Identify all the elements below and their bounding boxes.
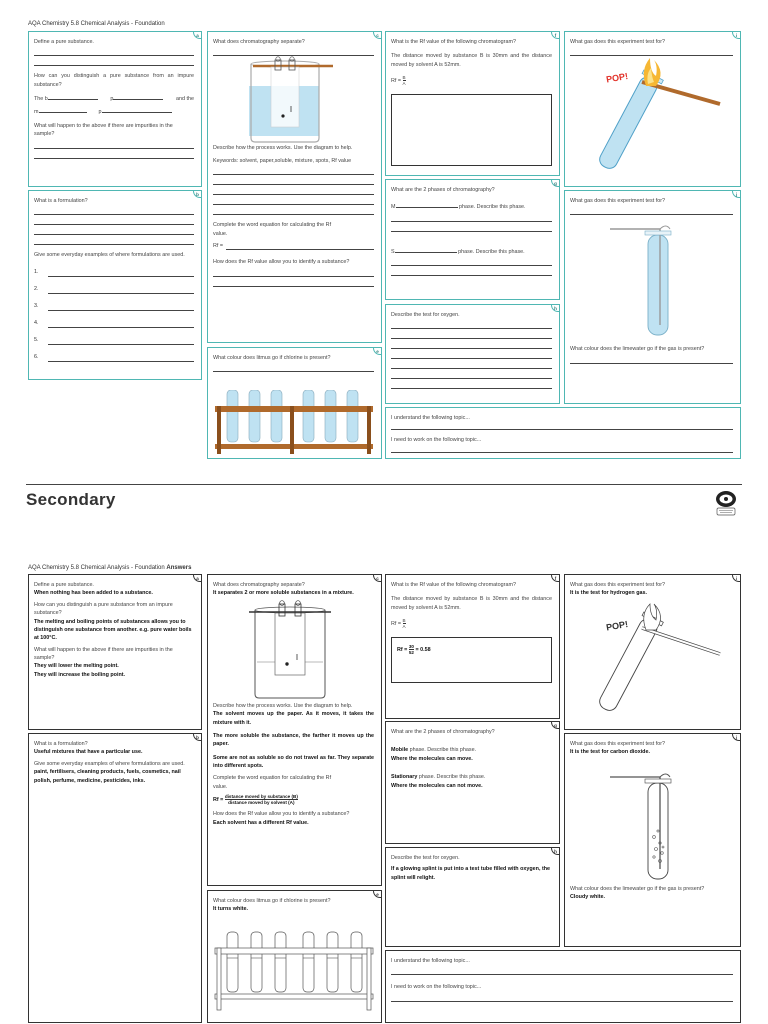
fill-blank-row: The b p and the [34,96,194,103]
divider [26,484,742,485]
question: Complete the word equation for calculating the Rf value. [213,775,332,790]
answer-line[interactable] [34,46,194,56]
working-box: Rf = $\frac{30}{52} = 0.58$ [391,637,552,683]
question-text: The distance moved by substance B is 30mm and the distance moved by solvent A is 52mm. [391,53,552,68]
numbered-line[interactable]: 5. [34,328,194,345]
question: How can you distinguish a pure substance from an impure substance? [34,73,194,88]
question: What is the Rf value of the following chromatogram? [391,582,516,588]
answer: Where the molecules can move. [391,755,473,762]
answer: Each solvent has a different Rf value. [213,819,309,826]
question: What colour does litmus go if chlorine is present? [213,355,331,361]
question: What will happen to the above if there are impurities in the sample? [34,122,173,138]
fill-blank-row: m p [34,108,194,116]
rf-word-equation: Rf = $\frac{\text{distance moved by substance (B)}}{\text{distance moved by solvent (A)}}$ [213,794,298,806]
answer-line[interactable] [570,354,733,364]
box-letter: h [551,847,560,855]
top-box-g [385,179,560,300]
box-letter: j [732,190,741,198]
bottom-box-g [385,721,560,844]
question: What are the 2 phases of chromatography? [391,187,495,193]
answer: The more soluble the substance, the farther it moves up the paper. [213,732,374,748]
question: What colour does the limewater go if the gas is present? [570,346,705,353]
answer-line[interactable] [570,205,733,215]
rf-equation-line[interactable]: Rf = [213,242,374,250]
answer-line[interactable] [34,139,194,149]
rf-formula: Rf = $\frac{B}{A}$ [391,75,406,87]
answer: It turns white. [213,906,249,913]
answer-line[interactable] [391,445,733,453]
question: What gas does this experiment test for? [570,582,665,588]
bottom-box-j [564,733,741,947]
bottom-box-c [207,574,382,886]
box-letter: b [193,733,202,741]
review-understand: I understand the following topic... [391,415,470,421]
answer: Some are not as soluble so do not travel as far. They separate into different spots. [213,754,374,769]
answer: paint, fertilisers, cleaning products, fuels, cosmetics, nail polish, perfume, medicine, pesticides, inks. [34,769,181,784]
question: What will happen to the above if there are impurities in the sample? [34,646,173,661]
question: What colour does litmus go if chlorine is present? [213,898,331,904]
limewater-test-illustration [570,215,735,345]
answer-line[interactable] [391,992,733,1002]
question: What colour does the limewater go if the gas is present? [570,885,705,892]
answer-line[interactable] [391,349,552,359]
box-letter: c [373,31,382,39]
question: What does chromatography separate? [213,39,305,45]
mobile-phase-prompt: M phase. Describe this phase. [391,204,526,211]
answer: They will increase the boiling point. [34,671,126,678]
question: Describe how the process works. Use the diagram to help. [213,702,353,709]
top-box-b [28,190,202,380]
top-box-j [564,190,741,404]
answer-line[interactable] [391,256,552,266]
box-letter: e [373,347,382,355]
answer-line[interactable] [34,215,194,225]
answer-line[interactable] [213,205,374,215]
box-letter: f [551,31,560,39]
question: How does the Rf value allow you to identify a substance? [213,811,350,818]
answer-line[interactable] [391,369,552,379]
box-letter: h [551,304,560,312]
bottom-review-box [385,950,741,1023]
answer: The melting and boiling points of substances allows you to distinguish one substance from another. e.g. pure water boils at 100°C. [34,618,192,642]
top-box-h [385,304,560,404]
answer-line[interactable] [34,56,194,66]
question: What gas does this experiment test for? [570,39,665,45]
bottom-box-e [207,890,382,1023]
box-letter: a [193,574,202,582]
answer: Useful mixtures that have a particular use. [34,749,143,756]
hydrogen-pop-test-outline [570,598,735,724]
box-letter: j [732,733,741,741]
chromatography-beaker-illustration [213,56,373,144]
box-letter: i [732,31,741,39]
stationary-phase-prompt: Stationary phase. Describe this phase. [391,774,486,781]
answer-line[interactable] [391,422,733,430]
question: Give some everyday examples of where formulations are used. [34,252,185,259]
box-letter: e [373,890,382,898]
answer: It is the test for carbon dioxide. [570,749,650,756]
answer: It is the test for hydrogen gas. [570,590,647,597]
answer-line[interactable] [391,222,552,232]
question: How does the Rf value allow you to identify a substance? [213,259,350,266]
question: Describe how the process works. Use the diagram to help. [213,145,353,152]
blank[interactable] [48,95,98,100]
top-header: AQA Chemistry 5.8 Chemical Analysis - Foundation [28,21,165,27]
question: Describe the test for oxygen. [391,312,460,318]
top-review-box [385,407,741,459]
answer-line[interactable] [34,205,194,215]
blank[interactable] [395,248,457,253]
keywords: Keywords: solvent, paper,soluble, mixture, spots, Rf value [213,157,352,164]
review-understand: I understand the following topic... [391,958,470,964]
answer-line[interactable] [391,379,552,389]
answer: If a glowing splint is put into a test tube filled with oxygen, the splint will relight. [391,866,551,881]
question: What are the 2 phases of chromatography? [391,729,495,735]
box-letter: f [551,574,560,582]
rf-formula: Rf = $\frac{B}{A}$ [391,618,406,630]
top-box-i [564,31,741,187]
section-title: Secondary [26,490,116,509]
hydrogen-pop-test-illustration [570,56,735,184]
answer-line[interactable] [213,362,374,372]
answer-line[interactable] [34,235,194,245]
answer: It separates 2 or more soluble substances in a mixture. [213,590,354,597]
limewater-test-outline [570,757,735,885]
bottom-header: AQA Chemistry 5.8 Chemical Analysis - Foundation Answers [28,565,192,571]
question-text: The distance moved by substance B is 30mm and the distance moved by solvent A is 52mm. [391,596,552,611]
answer-line[interactable] [34,225,194,235]
numbered-line[interactable]: 2. [34,277,194,294]
top-box-a [28,31,202,187]
top-box-c [207,31,382,343]
answer-line[interactable] [391,339,552,349]
brand-logo-icon [714,489,738,517]
numbered-line[interactable]: 4. [34,311,194,328]
blank[interactable] [39,108,87,113]
answer-line[interactable] [391,359,552,369]
review-work-on: I need to work on the following topic... [391,437,482,444]
bottom-box-f [385,574,560,719]
pop-label: POP! [605,618,629,633]
test-tube-rack-outline [213,928,375,1016]
chromatography-beaker-outline [213,598,373,702]
blank[interactable] [102,108,172,113]
question: Define a pure substance. [34,39,94,45]
box-letter: b [193,190,202,198]
answer-line[interactable] [213,267,374,277]
answer-line[interactable] [391,329,552,339]
answer-line[interactable] [391,212,552,222]
working-box[interactable] [391,94,552,166]
question: What gas does this experiment test for? [570,741,665,747]
question: Define a pure substance. [34,582,94,588]
pop-label: POP! [605,71,629,85]
answer: The solvent moves up the paper. As it moves, it takes the mixture with it. [213,711,374,726]
answer-line[interactable] [213,46,374,56]
review-work-on: I need to work on the following topic... [391,984,482,991]
top-box-f [385,31,560,176]
box-letter: i [732,574,741,582]
question: How can you distinguish a pure substance from an impure substance? [34,601,173,617]
question: What gas does this experiment test for? [570,198,665,204]
blank[interactable] [396,203,458,208]
answer-line[interactable] [213,185,374,195]
question: What is a formulation? [34,741,88,747]
bottom-box-i [564,574,741,730]
answer-line[interactable] [391,965,733,975]
question: What is the Rf value of the following chromatogram? [391,39,516,45]
top-box-e [207,347,382,459]
question: Complete the word equation for calculating the Rf value. [213,222,332,237]
box-letter: a [193,31,202,39]
question: Describe the test for oxygen. [391,855,460,861]
answer-line[interactable] [391,319,552,329]
box-letter: g [551,721,560,729]
answer-line[interactable] [391,266,552,276]
bottom-box-h [385,847,560,947]
answer-line[interactable] [213,175,374,185]
answer: They will lower the melting point. [34,663,119,670]
numbered-line[interactable]: 6. [34,345,194,362]
box-letter: c [373,574,382,582]
mobile-phase-prompt: Mobile phase. Describe this phase. [391,747,477,754]
answer-line[interactable] [213,195,374,205]
blank[interactable] [113,95,163,100]
question: What does chromatography separate? [213,582,305,588]
numbered-line[interactable]: 3. [34,294,194,311]
bottom-box-a [28,574,202,730]
answer: Cloudy white. [570,894,606,901]
question: Give some everyday examples of where formulations are used. [34,760,185,767]
stationary-phase-prompt: S phase. Describe this phase. [391,248,525,255]
answer-line[interactable] [570,46,733,56]
answer: Where the molecules can not move. [391,782,483,789]
question: What is a formulation? [34,198,88,204]
numbered-line[interactable]: 1. [34,260,194,277]
answer-line[interactable] [34,149,194,159]
answer-line[interactable] [213,165,374,175]
test-tube-rack-illustration [213,390,375,459]
answer-line[interactable] [213,277,374,287]
box-letter: g [551,179,560,187]
bottom-box-b [28,733,202,1023]
answer: When nothing has been added to a substance. [34,590,153,597]
